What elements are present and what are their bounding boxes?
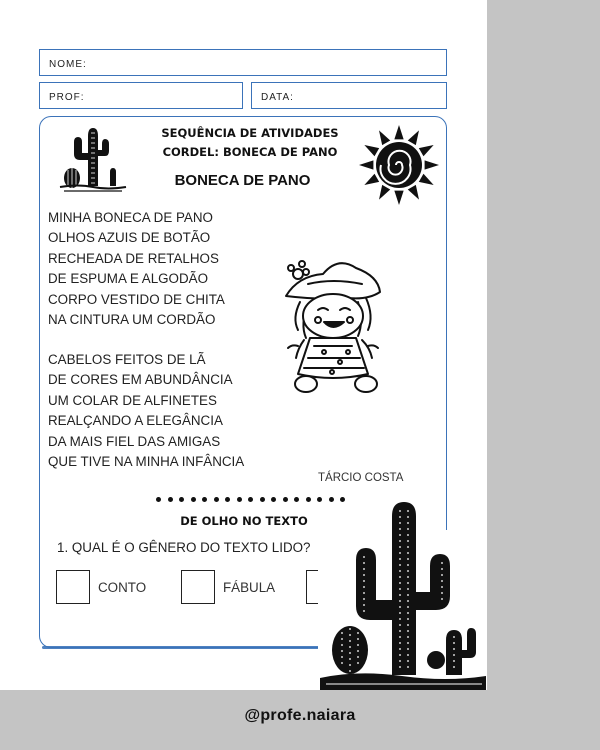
separator-dot bbox=[168, 497, 173, 502]
poem-stanza-2 bbox=[48, 350, 244, 472]
separator-dot bbox=[294, 497, 299, 502]
poem-line: OLHOS AZUIS DE BOTÃO bbox=[48, 230, 211, 246]
poem-line: DE CORES EM ABUNDÂNCIA bbox=[48, 372, 233, 388]
question-1: 1. QUAL É O GÊNERO DO TEXTO LIDO? bbox=[57, 540, 311, 555]
poem-line: DE ESPUMA E ALGODÃO bbox=[48, 271, 208, 287]
separator-dot bbox=[237, 497, 242, 502]
section-title: DE OLHO NO TEXTO bbox=[180, 514, 308, 528]
author-handle: @profe.naiara bbox=[244, 707, 356, 724]
poem-author: TÁRCIO COSTA bbox=[318, 472, 404, 484]
poem-line: CABELOS FEITOS DE LÃ bbox=[48, 352, 206, 367]
poem-title: BONECA DE PANO bbox=[174, 172, 311, 189]
poem-stanza-1 bbox=[48, 208, 225, 330]
option-label: FÁBULA bbox=[223, 579, 276, 595]
poem-line: QUE TIVE NA MINHA INFÂNCIA bbox=[48, 454, 245, 470]
separator-dot bbox=[260, 497, 265, 502]
option-fabula[interactable] bbox=[181, 570, 275, 604]
checkbox[interactable] bbox=[56, 570, 90, 604]
poem-line: REALÇANDO A ELEGÂNCIA bbox=[48, 413, 223, 429]
prof-field[interactable] bbox=[39, 82, 243, 109]
separator-dot bbox=[191, 497, 196, 502]
poem-line: MINHA BONECA DE PANO bbox=[48, 210, 213, 225]
cactus-cluster-illustration bbox=[318, 500, 487, 690]
date-label: DATA: bbox=[261, 92, 294, 103]
separator-dot bbox=[283, 497, 288, 502]
separator-dot bbox=[179, 497, 184, 502]
separator-dot bbox=[214, 497, 219, 502]
name-field[interactable] bbox=[39, 49, 447, 76]
prof-label: PROF: bbox=[49, 92, 85, 103]
separator-dot bbox=[306, 497, 311, 502]
separator-dot bbox=[225, 497, 230, 502]
poem-line: NA CINTURA UM CORDÃO bbox=[48, 312, 216, 328]
option-label: CONTO bbox=[98, 579, 147, 595]
sun-icon bbox=[358, 124, 440, 206]
date-field[interactable] bbox=[251, 82, 447, 109]
separator-dot bbox=[271, 497, 276, 502]
poem-line: CORPO VESTIDO DE CHITA bbox=[48, 291, 225, 307]
poem-line: DA MAIS FIEL DAS AMIGAS bbox=[48, 433, 221, 449]
separator-dot bbox=[248, 497, 253, 502]
option-conto[interactable] bbox=[56, 570, 146, 604]
separator-dot bbox=[202, 497, 207, 502]
rag-doll-illustration bbox=[278, 248, 388, 398]
cactus-icon bbox=[58, 122, 128, 194]
poem-line: UM COLAR DE ALFINETES bbox=[48, 392, 217, 408]
checkbox[interactable] bbox=[181, 570, 215, 604]
sequence-title-line1: SEQUÊNCIA DE ATIVIDADES bbox=[161, 126, 339, 140]
sequence-title bbox=[160, 124, 340, 162]
poem-line: RECHEADA DE RETALHOS bbox=[48, 250, 219, 266]
name-label: NOME: bbox=[49, 59, 87, 70]
sequence-title-line2: CORDEL: BONECA DE PANO bbox=[162, 145, 338, 159]
separator-dot bbox=[156, 497, 161, 502]
